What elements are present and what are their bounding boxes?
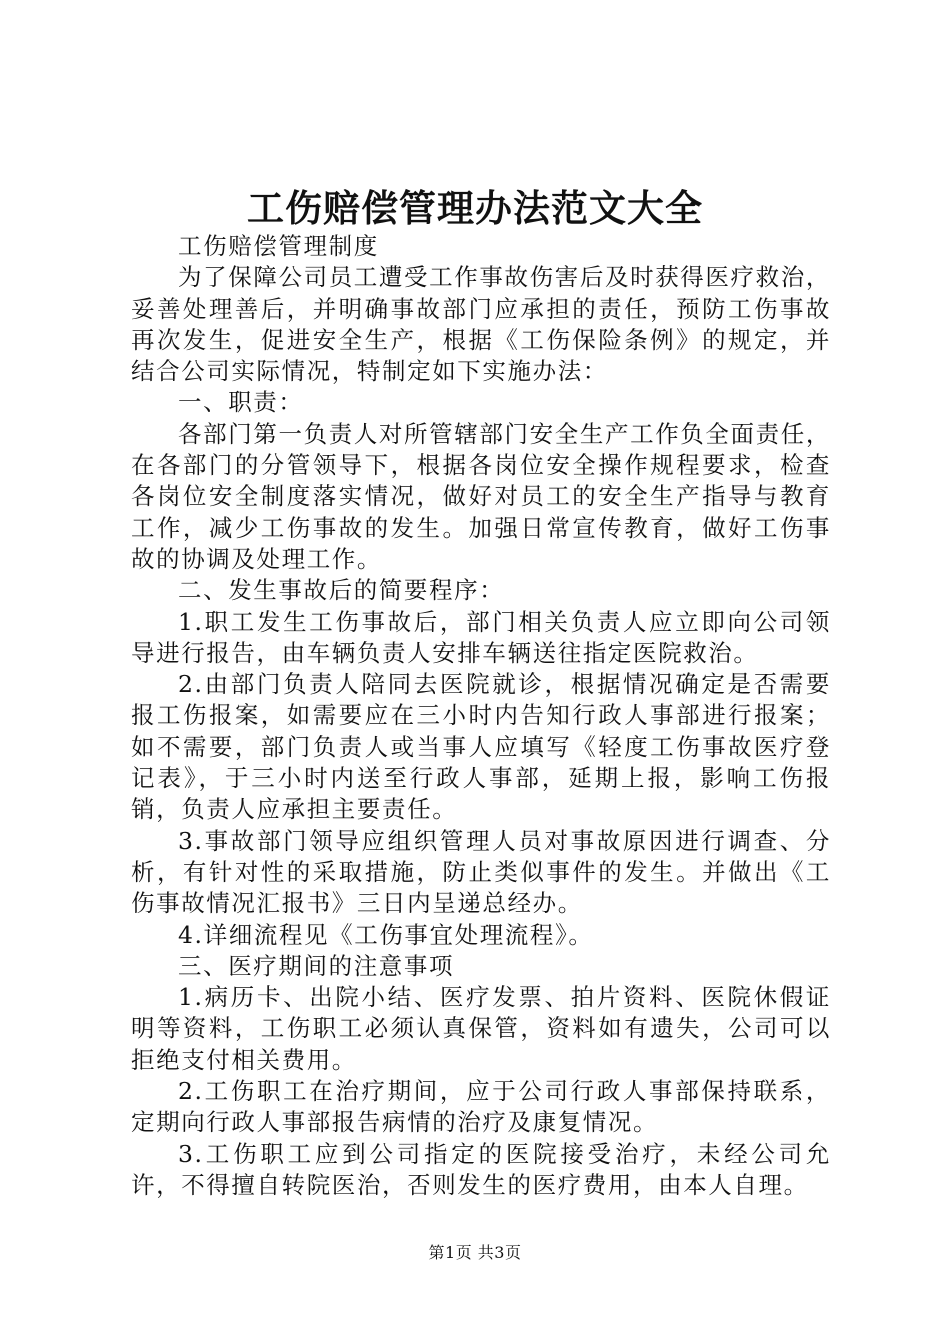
- document-body: [131, 231, 831, 1201]
- medical-item-3: 3.工伤职工应到公司指定的医院接受治疗，未经公司允许，不得擅自转院医治，否则发生的医疗费用，由本人自理。: [131, 1139, 831, 1199]
- medical-item-2: 2.工伤职工在治疗期间，应于公司行政人事部保持联系，定期向行政人事部报告病情的治疗及康复情况。: [131, 1077, 831, 1137]
- procedure-item-2: 2.由部门负责人陪同去医院就诊，根据情况确定是否需要报工伤报案，如需要应在三小时内告知行政人事部进行报案；如不需要，部门负责人或当事人应填写《轻度工伤事故医疗登记表》，于三小时内送至行政人事部，延期上报，影响工伤报销，负责人应承担主要责任。: [131, 670, 831, 824]
- section-heading-procedure: 二、发生事故后的简要程序：: [178, 576, 505, 605]
- page-number-footer: 第1页 共3页: [428, 1243, 522, 1262]
- procedure-item-1: 1.职工发生工伤事故后，部门相关负责人应立即向公司领导进行报告，由车辆负责人安排车辆送往指定医院救治。: [131, 607, 831, 667]
- section-heading-medical: 三、医疗期间的注意事项: [178, 951, 455, 980]
- document-title: 工伤赔偿管理办法范文大全: [247, 186, 703, 230]
- section-heading-duties: 一、职责：: [178, 388, 304, 417]
- paragraph-duties: 各部门第一负责人对所管辖部门安全生产工作负全面责任，在各部门的分管领导下，根据各岗位安全操作规程要求，检查各岗位安全制度落实情况，做好对员工的安全生产指导与教育工作，减少工伤事故的发生。加强日常宣传教育，做好工伤事故的协调及处理工作。: [131, 419, 831, 573]
- procedure-item-4: 4.详细流程见《工伤事宜处理流程》。: [178, 920, 594, 949]
- medical-item-1: 1.病历卡、出院小结、医疗发票、拍片资料、医院休假证明等资料，工伤职工必须认真保管，资料如有遗失，公司可以拒绝支付相关费用。: [131, 983, 831, 1074]
- procedure-item-3: 3.事故部门领导应组织管理人员对事故原因进行调查、分析，有针对性的采取措施，防止类似事件的发生。并做出《工伤事故情况汇报书》三日内呈递总经办。: [131, 826, 831, 918]
- paragraph-subtitle: 工伤赔偿管理制度: [178, 232, 379, 260]
- paragraph-intro: 为了保障公司员工遭受工作事故伤害后及时获得医疗救治，妥善处理善后，并明确事故部门应承担的责任，预防工伤事故再次发生，促进安全生产，根据《工伤保险条例》的规定，并结合公司实际情况，特制定如下实施办法：: [131, 263, 831, 386]
